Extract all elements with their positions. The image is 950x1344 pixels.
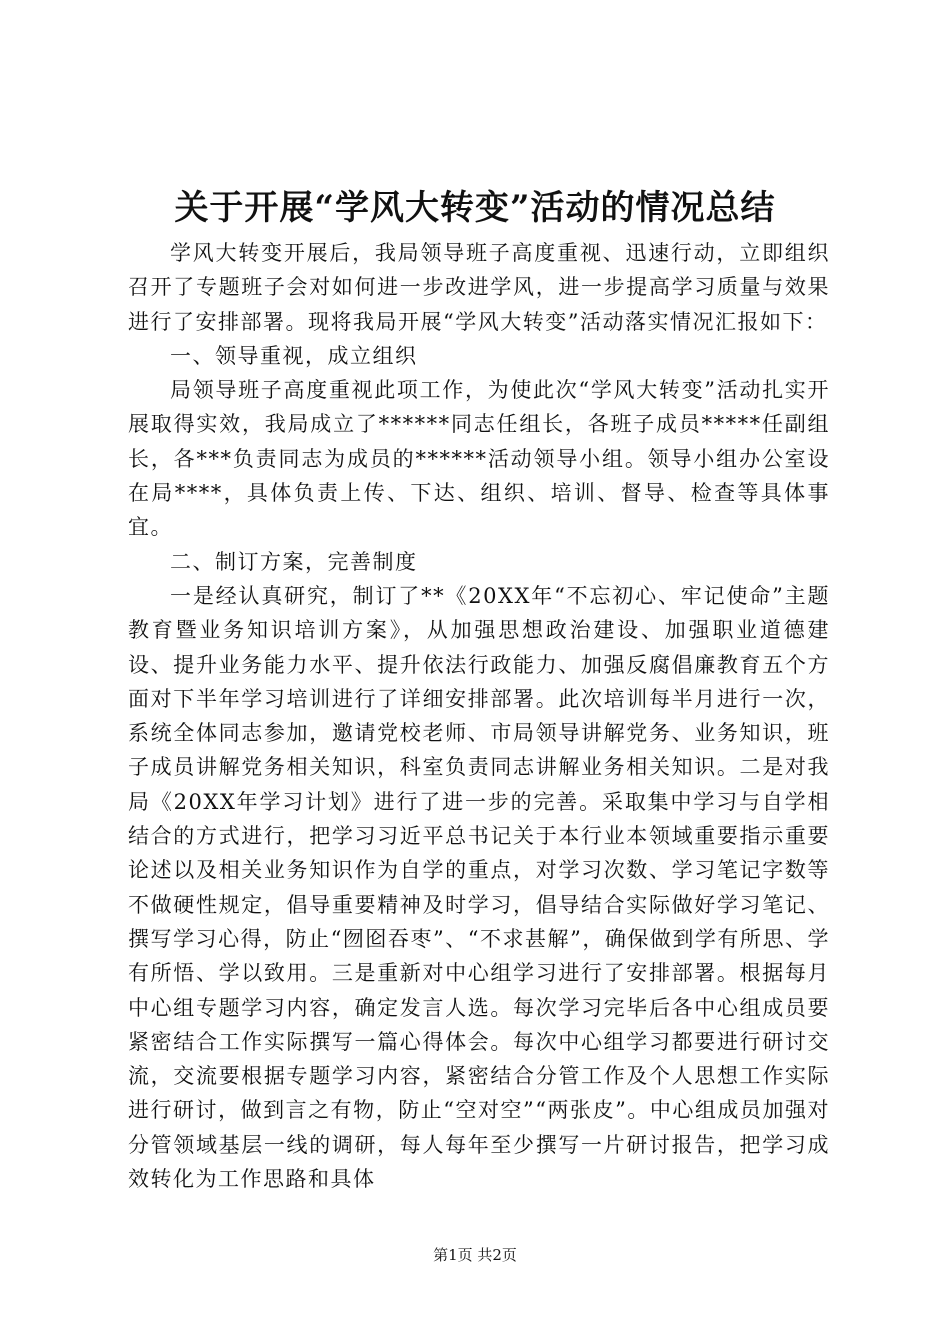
section-heading-2: 二、制订方案，完善制度	[170, 549, 418, 574]
document-body	[128, 236, 830, 1196]
document-title: 关于开展“学风大转变”活动的情况总结	[174, 188, 776, 228]
intro-paragraph: 学风大转变开展后，我局领导班子高度重视、迅速行动，立即组织召开了专题班子会对如何进一步改进学风，进一步提高学习质量与效果进行了安排部署。现将我局开展“学风大转变”活动落实情况汇报如下：	[128, 241, 830, 334]
section-1-paragraph: 局领导班子高度重视此项工作，为使此次“学风大转变”活动扎实开展取得实效，我局成立了******同志任组长，各班子成员*****任副组长，各***负责同志为成员的******活动领导小组。领导小组办公室设在局****，具体负责上传、下达、组织、培训、督导、检查等具体事宜。	[128, 378, 830, 540]
section-2-paragraph: 一是经认真研究，制订了**《20XX年“不忘初心、牢记使命”主题教育暨业务知识培训方案》，从加强思想政治建设、加强职业道德建设、提升业务能力水平、提升依法行政能力、加强反腐倡廉教育五个方面对下半年学习培训进行了详细安排部署。此次培训每半月进行一次，系统全体同志参加，邀请党校老师、市局领导讲解党务、业务知识，班子成员讲解党务相关知识，科室负责同志讲解业务相关知识。二是对我局《20XX年学习计划》进行了进一步的完善。采取集中学习与自学相结合的方式进行，把学习习近平总书记关于本行业本领域重要指示重要论述以及相关业务知识作为自学的重点，对学习次数、学习笔记字数等不做硬性规定，倡导重要精神及时学习，倡导结合实际做好学习笔记、撰写学习心得，防止“囫囵吞枣”、“不求甚解”，确保做到学有所思、学有所悟、学以致用。三是重新对中心组学习进行了安排部署。根据每月中心组专题学习内容，确定发言人选。每次学习完毕后各中心组成员要紧密结合工作实际撰写一篇心得体会。每次中心组学习都要进行研讨交流，交流要根据专题学习内容，紧密结合分管工作及个人思想工作实际进行研讨，做到言之有物，防止“空对空”“两张皮”。中心组成员加强对分管领域基层一线的调研，每人每年至少撰写一片研讨报告，把学习成效转化为工作思路和具体	[128, 583, 830, 1192]
section-heading-1: 一、领导重视，成立组织	[170, 343, 418, 368]
page-number-footer: 第1页 共2页	[433, 1246, 517, 1264]
